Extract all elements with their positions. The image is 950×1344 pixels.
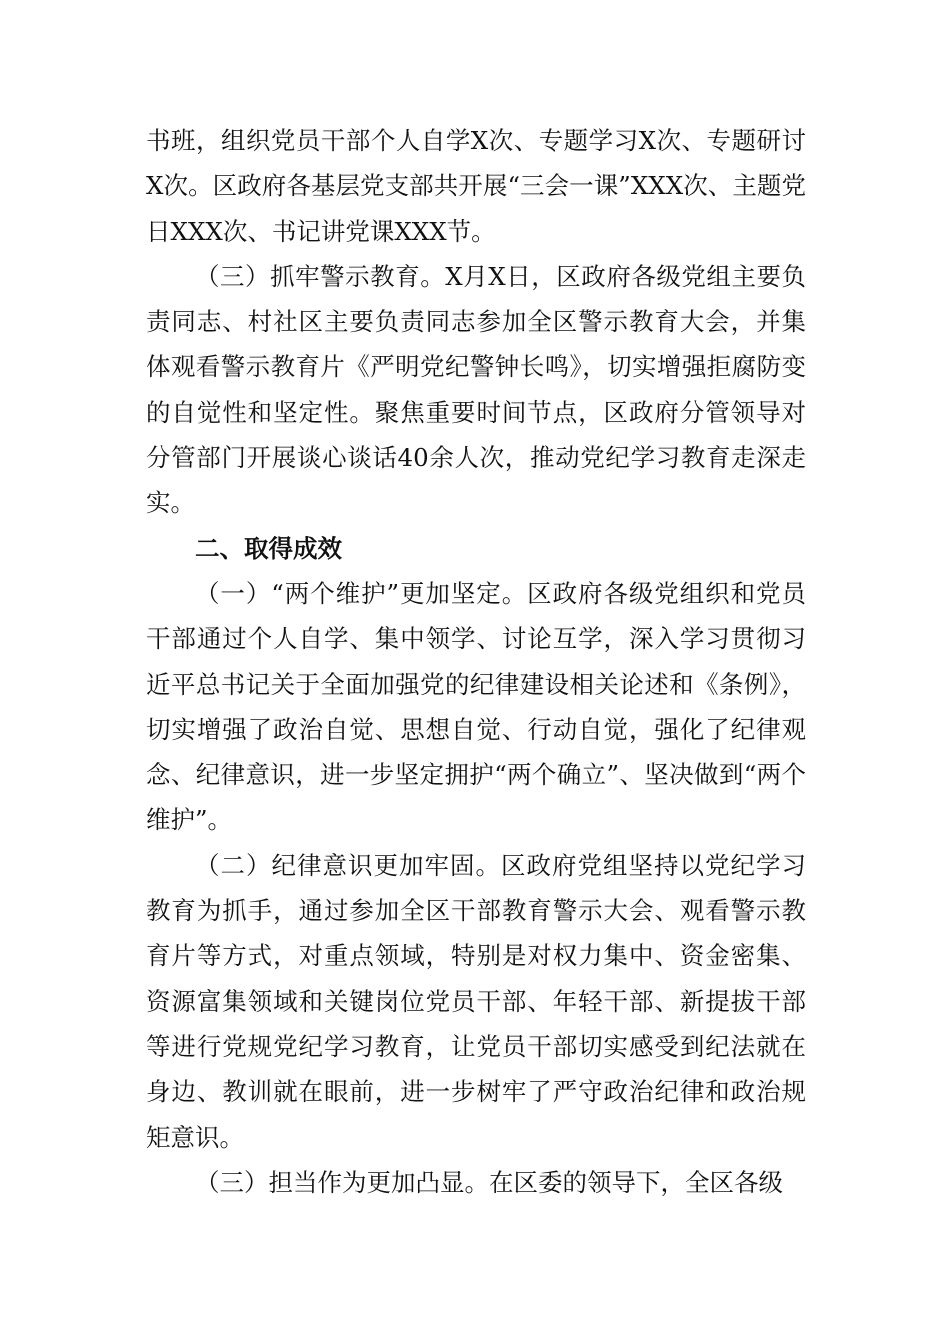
paragraph-warning-education: （三）抓牢警示教育。X月X日，区政府各级党组主要负责同志、村社区主要负责同志参加全区警示教育大会，并集体观看警示教育片《严明党纪警钟长鸣》，切实增强拒腐防变的自觉性和坚定性。聚焦重要时间节点，区政府分管领导对分管部门开展谈心谈话40余人次，推动党纪学习教育走深走实。 [146,261,806,518]
paragraph-continued: 书班，组织党员干部个人自学X次、专题学习X次、专题研讨X次。区政府各基层党支部共开展“三会一课”XXX次、主题党日XXX次、书记讲党课XXX节。 [146,126,806,246]
paragraph-responsibility: （三）担当作为更加凸显。在区委的领导下，全区各级 [195,1167,783,1197]
section-heading-results: 二、取得成效 [195,533,342,563]
paragraph-discipline-awareness: （二）纪律意识更加牢固。区政府党组坚持以党纪学习教育为抓手，通过参加全区干部教育警示大会、观看警示教育片等方式，对重点领域，特别是对权力集中、资金密集、资源富集领域和关键岗位党员干部、年轻干部、新提拔干部等进行党规党纪学习教育，让党员干部切实感受到纪法就在身边、教训就在眼前，进一步树牢了严守政治纪律和政治规矩意识。 [146,850,806,1152]
document-page [146,118,806,1205]
paragraph-two-safeguards: （一）“两个维护”更加坚定。区政府各级党组织和党员干部通过个人自学、集中领学、讨论互学，深入学习贯彻习近平总书记关于全面加强党的纪律建设相关论述和《条例》，切实增强了政治自觉、思想自觉、行动自觉，强化了纪律观念、纪律意识，进一步坚定拥护“两个确立”、坚决做到“两个维护”。 [146,578,806,835]
